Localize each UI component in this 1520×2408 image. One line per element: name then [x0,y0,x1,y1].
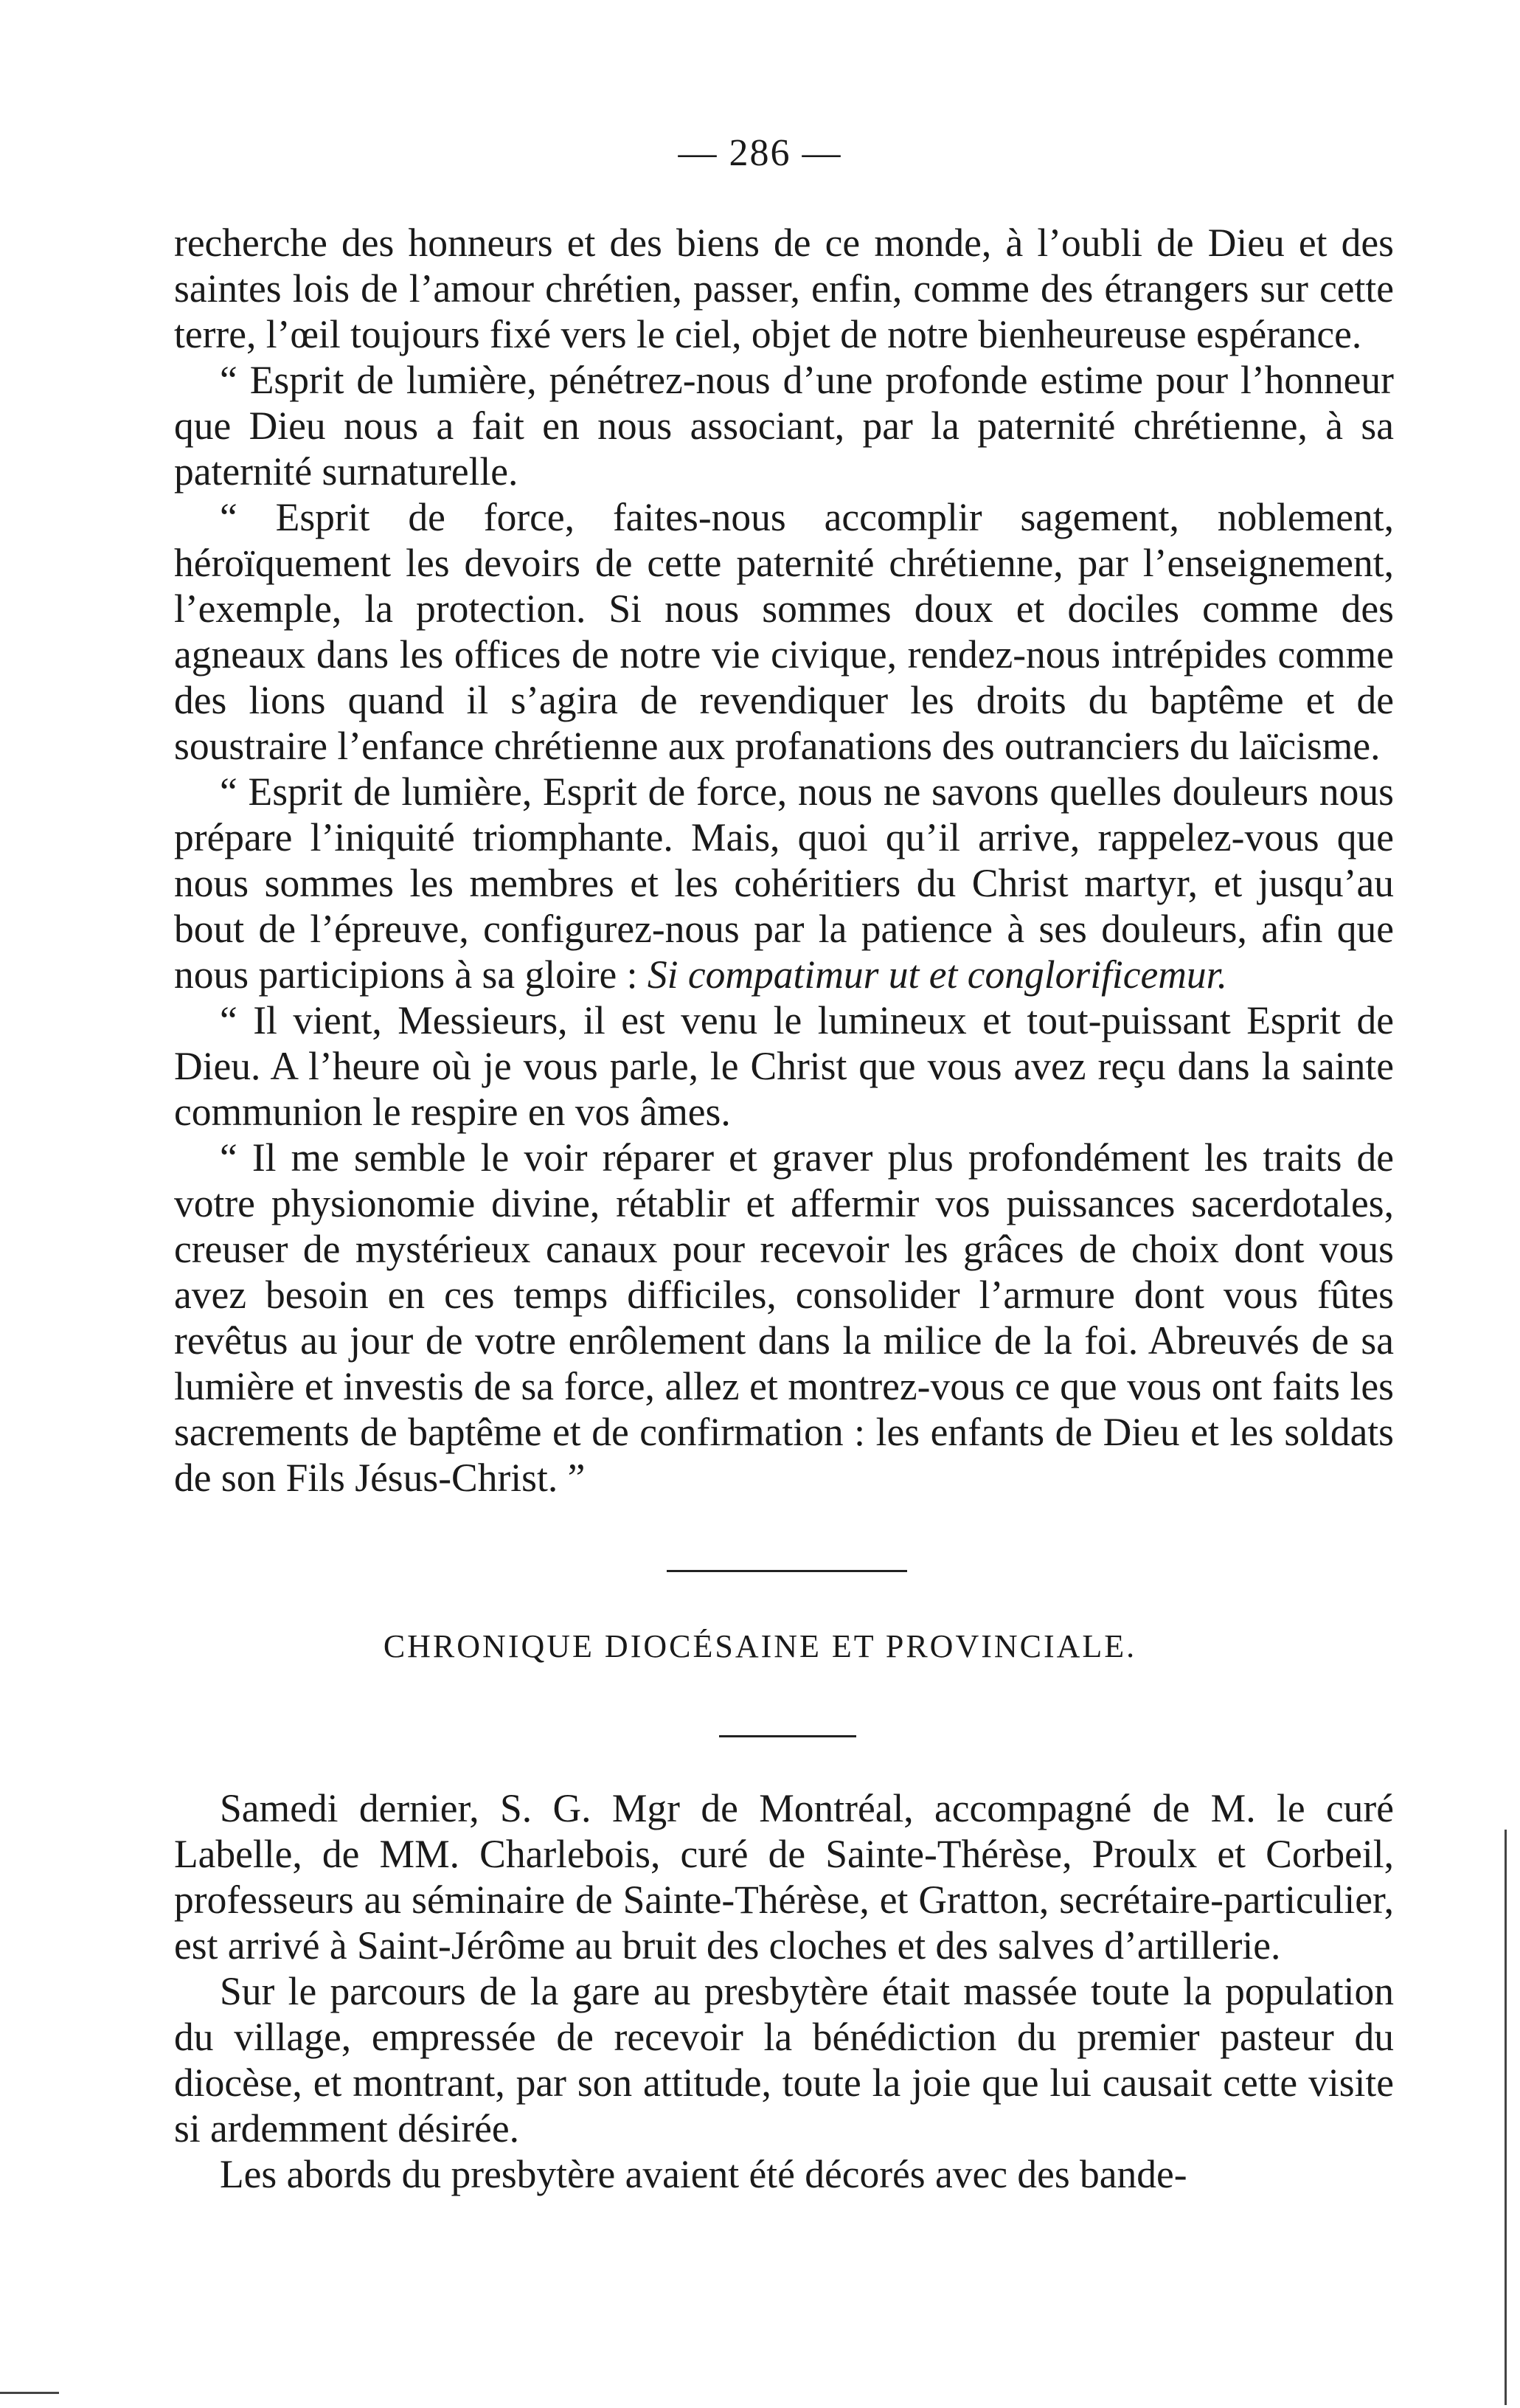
page-number: — 286 — [678,132,842,174]
section-heading: CHRONIQUE DIOCÉSAINE ET PROVINCIALE. [383,1628,1137,1664]
paragraph-samedi: Samedi dernier, S. G. Mgr de Montréal, accompagné de M. le curé Labelle, de MM. Charlebois, curé de Sainte-Thérèse, Proulx et Corbeil, professeurs au séminaire de Sainte-Thérèse, et Gratton, secrétaire-particulier, est arrivé à Saint-Jérôme au bruit des cloches et des salves d’artillerie. [174,1786,1394,1968]
paragraph-esprit-force: “ Esprit de force, faites-nous accomplir sagement, noblement, héroïquement les devoirs de cette paternité chrétienne, par l’enseignement, l’exemple, la protection. Si nous sommes doux et dociles comme des agneaux dans les offices de notre vie civique, rendez-nous intrépides comme des lions quand il s’agira de revendiquer les droits du baptême et de soustraire l’enfance chrétienne aux profanations des outranciers du laïcisme. [174,495,1394,768]
divider-rule-lower [719,1735,856,1737]
upper-text-block [174,220,1394,1501]
paragraph-parcours: Sur le parcours de la gare au presbytère était massée toute la population du village, empressée de recevoir la bénédiction du premier pasteur du diocèse, et montrant, par son attitude, toute la joie que lui causait cette visite si ardemment désirée. [174,1969,1394,2151]
lower-text-block [174,1785,1394,2197]
paragraph-continued: recherche des honneurs et des biens de ce monde, à l’oubli de Dieu et des saintes lois de l’amour chrétien, passer, enfin, comme des étrangers sur cette terre, l’œil toujours fixé vers le ciel, objet de notre bienheureuse espérance. [174,221,1394,356]
latin-quote: Si compatimur ut et conglorificemur. [647,952,1227,997]
paragraph-esprit-lumiere: “ Esprit de lumière, pénétrez-nous d’une profonde estime pour l’honneur que Dieu nous a fait en nous associant, par la paternité chrétienne, à sa paternité surnaturelle. [174,358,1394,494]
paragraph-abords: Les abords du presbytère avaient été décorés avec des bande- [220,2152,1187,2196]
page-edge-line [1505,1830,1507,2405]
paragraph-il-vient: “ Il vient, Messieurs, il est venu le lumineux et tout-puissant Esprit de Dieu. A l’heure où je vous parle, le Christ que vous avez reçu dans la sainte communion le respire en vos âmes. [174,998,1394,1134]
paragraph-esprit-lumiere-force [174,769,1394,997]
paragraph-il-me-semble: “ Il me semble le voir réparer et graver plus profondément les traits de votre physionomie divine, rétablir et affermir vos puissances sacerdotales, creuser de mystérieux canaux pour recevoir les grâces de choix dont vous avez besoin en ces temps difficiles, consolider l’armure dont vous fûtes revêtus au jour de votre enrôlement dans la milice de la foi. Abreuvés de sa lumière et investis de sa force, allez et montrez-vous ce que vous ont faits les sacrements de baptême et de confirmation : les enfants de Dieu et les soldats de son Fils Jésus-Christ. ” [174,1135,1394,1500]
corner-mark [0,2392,59,2394]
paragraph-text: “ Esprit de lumière, Esprit de force, nous ne savons quelles douleurs nous prépare l’iniquité triomphante. Mais, quoi qu’il arrive, rappelez-vous que nous sommes les membres et les cohéritiers du Christ martyr, et jusqu’au bout de l’épreuve, configurez-nous par la patience à ses douleurs, afin que nous participions à sa gloire : [174,769,1394,997]
divider-rule-upper [667,1570,907,1572]
